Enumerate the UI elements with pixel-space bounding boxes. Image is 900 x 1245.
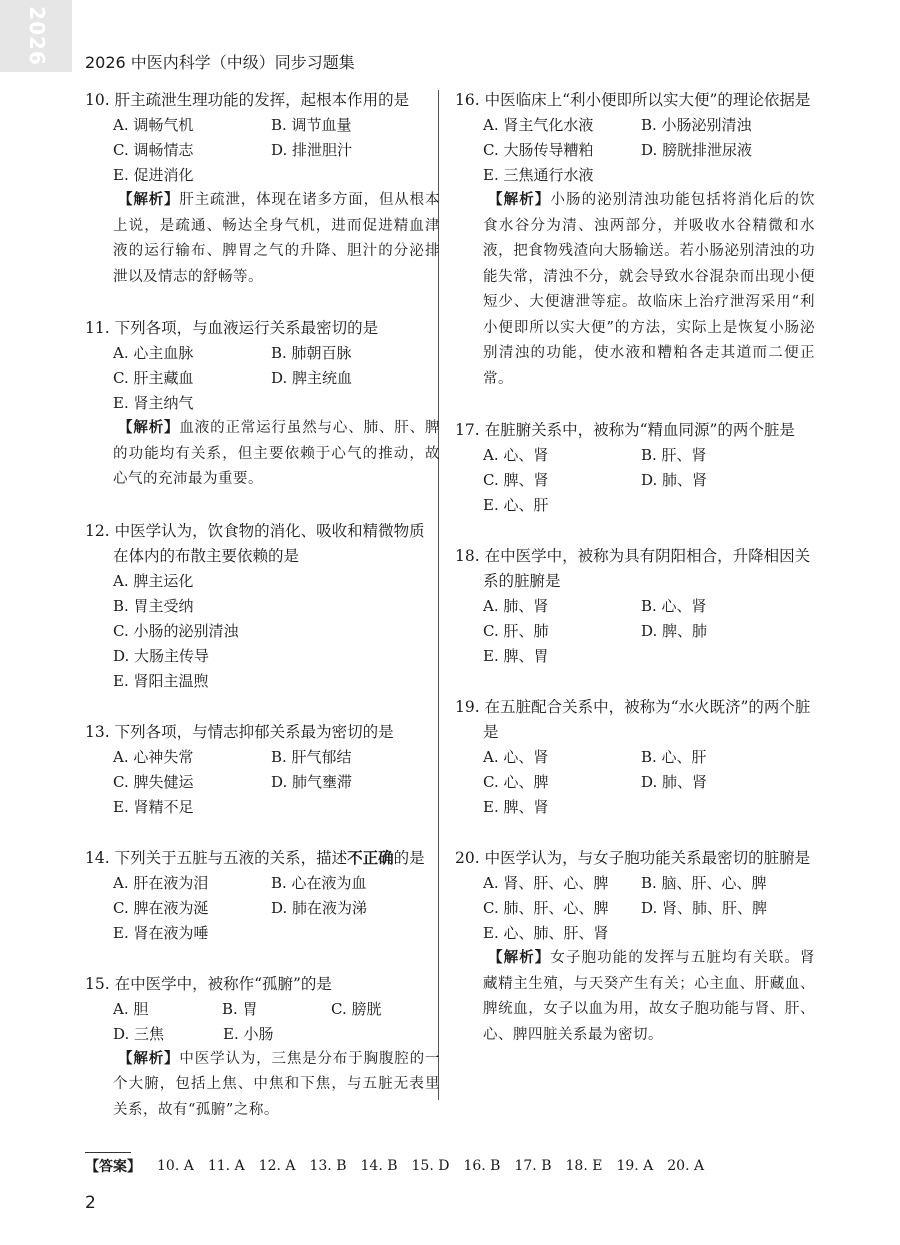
question-stem: 12. 中医学认为，饮食物的消化、吸收和精微物质在体内的布散主要依赖的是 xyxy=(85,521,425,565)
question-stem xyxy=(85,846,440,871)
stem-text: 14. 下列关于五脏与五液的关系，描述 xyxy=(85,848,348,867)
option-e: E. 小肠 xyxy=(223,1024,274,1043)
answer-item: 20. A xyxy=(667,1158,705,1174)
question-19 xyxy=(455,695,815,820)
right-column xyxy=(455,88,815,1074)
option-b: B. 肝、肾 xyxy=(641,446,707,464)
question-stem: 17. 在脏腑关系中，被称为“精血同源”的两个脏是 xyxy=(455,421,795,439)
page-number: 2 xyxy=(85,1193,96,1213)
option-d: D. 排泄胆汁 xyxy=(271,141,353,159)
option-e: E. 肾在液为唾 xyxy=(113,923,209,942)
explanation xyxy=(113,416,440,493)
question-stem: 16. 中医临床上“利小便即所以实大便”的理论依据是 xyxy=(455,91,811,109)
stem-text-end: 的是 xyxy=(393,848,425,867)
question-stem: 13. 下列各项，与情志抑郁关系最为密切的是 xyxy=(85,722,394,741)
option-d: D. 脾主统血 xyxy=(271,369,353,387)
option-d: D. 大肠主传导 xyxy=(113,646,210,665)
option-a: A. 胆 xyxy=(113,999,149,1018)
option-c: C. 调畅情志 xyxy=(113,141,194,159)
option-d: D. 肺、肾 xyxy=(641,471,708,489)
answer-key xyxy=(85,1156,704,1176)
question-stem: 10. 肝主疏泄生理功能的发挥，起根本作用的是 xyxy=(85,91,410,109)
question-11 xyxy=(85,316,440,493)
option-c: C. 肝、肺 xyxy=(483,622,549,640)
answer-item: 17. B xyxy=(514,1158,552,1174)
answer-item: 14. B xyxy=(360,1158,398,1174)
answer-item: 13. B xyxy=(309,1158,347,1174)
answer-item: 11. A xyxy=(207,1158,245,1174)
year-tab xyxy=(0,0,72,72)
option-a: A. 脾主运化 xyxy=(113,571,194,590)
option-b: B. 胃 xyxy=(222,999,258,1018)
explanation-label: 【解析】 xyxy=(488,192,551,208)
option-a: A. 肺、肾 xyxy=(483,597,549,615)
option-b: B. 小肠泌别清浊 xyxy=(641,116,752,134)
answer-item: 15. D xyxy=(411,1158,450,1174)
explanation xyxy=(483,946,815,1048)
option-a: A. 肾、肝、心、脾 xyxy=(483,874,609,892)
option-a: A. 心主血脉 xyxy=(113,344,194,362)
explanation-text: 女子胞功能的发挥与五脏均有关联。肾藏精主生殖，与天癸产生有关；心主血、肝藏血、脾统血，女子以血为用，故女子胞功能与肾、肝、心、脾四脏关系最为密切。 xyxy=(483,950,816,1043)
answer-item: 12. A xyxy=(258,1158,296,1174)
option-e: E. 促进消化 xyxy=(113,166,194,184)
explanation-label: 【解析】 xyxy=(118,192,180,208)
question-stem: 19. 在五脏配合关系中，被称为“水火既济”的两个脏是 xyxy=(455,698,811,741)
option-c: C. 大肠传导糟粕 xyxy=(483,141,594,159)
answer-rule xyxy=(85,1152,131,1153)
option-d: D. 脾、肺 xyxy=(641,622,708,640)
option-a: A. 肝在液为泪 xyxy=(113,873,209,892)
option-d: D. 肾、肺、肝、脾 xyxy=(641,899,768,917)
question-stem: 15. 在中医学中，被称作“孤腑”的是 xyxy=(85,974,332,993)
option-c: C. 脾在液为涎 xyxy=(113,898,209,917)
option-a: A. 调畅气机 xyxy=(113,116,194,134)
option-e: E. 肾精不足 xyxy=(113,797,194,816)
option-d: D. 膀胱排泄尿液 xyxy=(641,141,753,159)
option-b: B. 心、肝 xyxy=(641,748,707,766)
explanation-text: 中医学认为，三焦是分布于胸腹腔的一个大腑，包括上焦、中焦和下焦，与五脏无表里关系，故有“孤腑”之称。 xyxy=(113,1050,441,1118)
answer-item: 19. A xyxy=(616,1158,654,1174)
explanation-label: 【解析】 xyxy=(118,420,180,436)
left-column xyxy=(85,88,440,1149)
question-stem: 20. 中医学认为，与女子胞功能关系最密切的脏腑是 xyxy=(455,849,811,867)
question-17 xyxy=(455,418,815,518)
question-stem: 18. 在中医学中，被称为具有阴阳相合，升降相因关系的脏腑是 xyxy=(455,547,811,590)
explanation-label: 【解析】 xyxy=(118,1050,180,1067)
explanation-label: 【解析】 xyxy=(488,950,551,966)
explanation xyxy=(113,188,440,290)
option-e: E. 肾主纳气 xyxy=(113,394,194,412)
question-13 xyxy=(85,720,440,820)
option-c: C. 脾、肾 xyxy=(483,471,549,489)
option-a: A. 心神失常 xyxy=(113,747,194,766)
option-b: B. 肺朝百脉 xyxy=(271,344,352,362)
page-header: 2026 中医内科学（中级）同步习题集 xyxy=(85,53,355,72)
option-e: E. 脾、肾 xyxy=(483,798,549,816)
question-16 xyxy=(455,88,815,392)
option-d: D. 肺在液为涕 xyxy=(271,898,368,917)
option-d: D. 肺气壅滞 xyxy=(271,772,353,791)
option-c: C. 心、脾 xyxy=(483,773,549,791)
option-e: E. 脾、胃 xyxy=(483,647,549,665)
option-c: C. 膀胱 xyxy=(331,999,382,1018)
question-10 xyxy=(85,88,440,290)
option-b: B. 胃主受纳 xyxy=(113,596,194,615)
option-b: B. 心在液为血 xyxy=(271,873,367,892)
option-a: A. 心、肾 xyxy=(483,748,549,766)
option-e: E. 心、肺、肝、肾 xyxy=(483,924,609,942)
option-b: B. 脑、肝、心、脾 xyxy=(641,874,767,892)
option-c: C. 小肠的泌别清浊 xyxy=(113,621,239,640)
option-c: C. 肝主藏血 xyxy=(113,369,194,387)
explanation xyxy=(483,188,815,392)
question-14 xyxy=(85,846,440,946)
option-e: E. 三焦通行水液 xyxy=(483,166,594,184)
option-c: C. 脾失健运 xyxy=(113,772,194,791)
explanation-text: 血液的正常运行虽然与心、肺、肝、脾的功能均有关系，但主要依赖于心气的推动，故心气的充沛最为重要。 xyxy=(113,420,441,487)
question-15 xyxy=(85,972,440,1124)
option-a: A. 心、肾 xyxy=(483,446,549,464)
stem-emphasis: 不正确 xyxy=(347,848,394,867)
answer-key-label: 【答案】 xyxy=(85,1159,141,1175)
option-c: C. 肺、肝、心、脾 xyxy=(483,899,609,917)
option-e: E. 肾阳主温煦 xyxy=(113,671,209,690)
option-e: E. 心、肝 xyxy=(483,496,549,514)
option-d: D. 肺、肾 xyxy=(641,773,708,791)
explanation-text: 肝主疏泄，体现在诸多方面，但从根本上说，是疏通、畅达全身气机，进而促进精血津液的运行输布、脾胃之气的升降、胆汁的分泌排泄以及情志的舒畅等。 xyxy=(113,192,441,285)
answer-item: 18. E xyxy=(565,1158,603,1174)
answer-item: 16. B xyxy=(463,1158,501,1174)
option-b: B. 肝气郁结 xyxy=(271,747,352,766)
question-20 xyxy=(455,846,815,1048)
option-a: A. 肾主气化水液 xyxy=(483,116,594,134)
explanation-text: 小肠的泌别清浊功能包括将消化后的饮食水谷分为清、浊两部分，并吸收水谷精微和水液，把食物残渣向大肠输送。若小肠泌别清浊的功能失常，清浊不分，就会导致水谷混杂而出现小便短少、大便溏泄等症。故临床上治疗泄泻采用“利小便即所以实大便”的方法，实际上是恢复小肠泌别清浊的功能，使水液和糟粕各走其道而二便正常。 xyxy=(483,192,816,387)
question-12 xyxy=(85,519,440,694)
option-d: D. 三焦 xyxy=(113,1024,165,1043)
option-b: B. 调节血量 xyxy=(271,116,352,134)
question-18 xyxy=(455,544,815,669)
year-label: 2026 xyxy=(25,6,49,66)
explanation xyxy=(113,1047,440,1124)
option-b: B. 心、肾 xyxy=(641,597,707,615)
question-stem: 11. 下列各项，与血液运行关系最密切的是 xyxy=(85,319,379,337)
answer-item: 10. A xyxy=(157,1158,194,1174)
